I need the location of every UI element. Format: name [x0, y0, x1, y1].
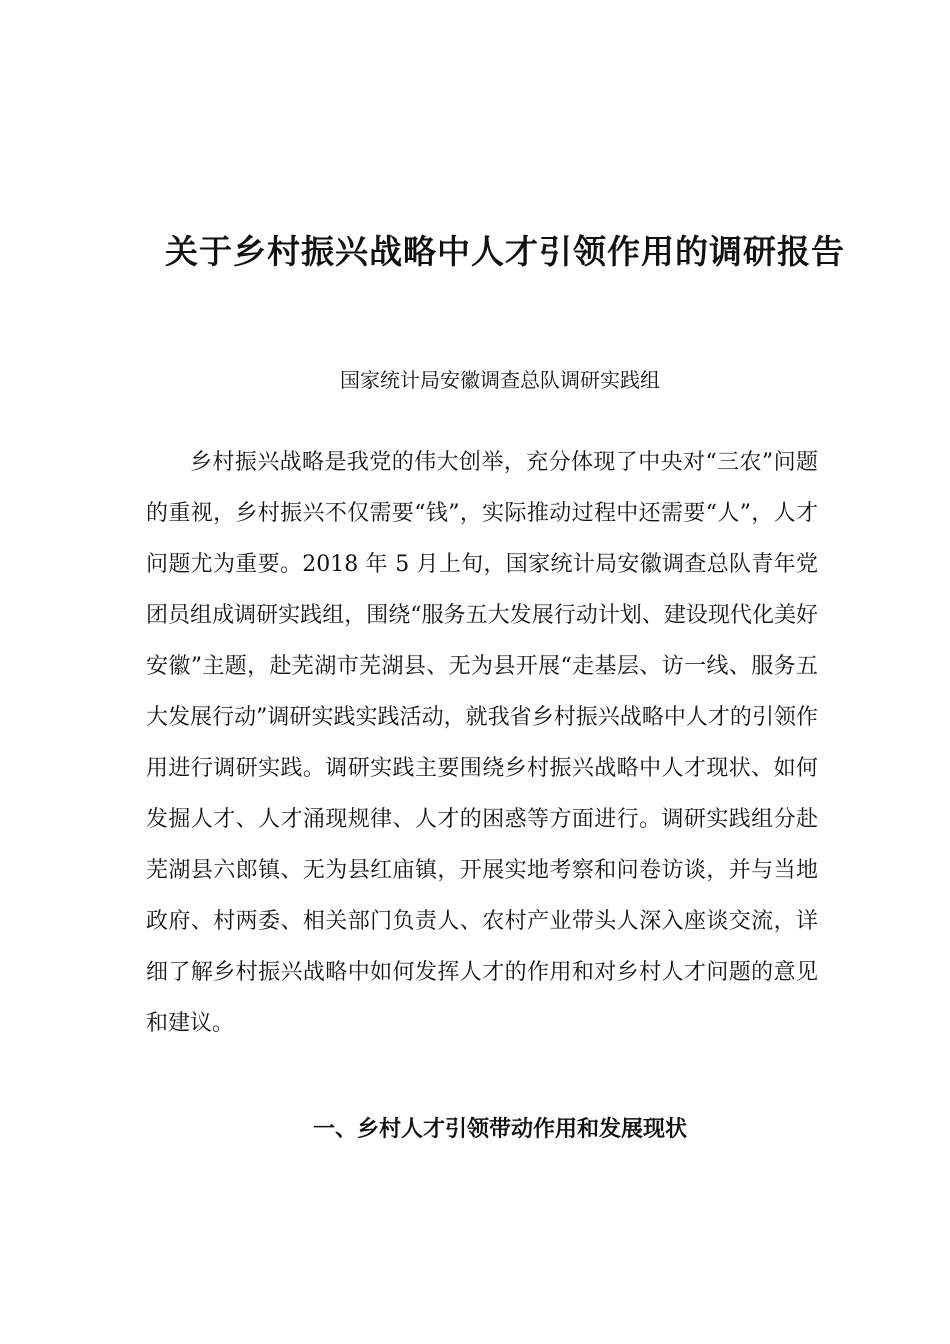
document-subtitle: 国家统计局安徽调查总队调研实践组: [340, 368, 660, 392]
intro-paragraph: 乡村振兴战略是我党的伟大创举，充分体现了中央对“三农”问题的重视，乡村振兴不仅需要“钱”，实际推动过程中还需要“人”，人才问题尤为重要。2018 年 5 月上旬，国家统计局安徽调查总队青年党团员组成调研实践组，围绕“服务五大发展行动计划、建设现代化美好安徽”主题，赴芜湖市芜湖县、无为县开展“走基层、访一线、服务五大发展行动”调研实践实践活动，就我省乡村振兴战略中人才的引领作用进行调研实践。调研实践主要围绕乡村振兴战略中人才现状、如何发掘人才、人才涌现规律、人才的困惑等方面进行。调研实践组分赴芜湖县六郎镇、无为县红庙镇，开展实地考察和问卷访谈，并与当地政府、村两委、相关部门负责人、农村产业带头人深入座谈交流，详细了解乡村振兴战略中如何发挥人才的作用和对乡村人才问题的意见和建议。: [146, 450, 818, 1036]
document-title: 关于乡村振兴战略中人才引领作用的调研报告: [165, 232, 845, 271]
section-heading: 一、乡村人才引领带动作用和发展现状: [312, 1117, 687, 1142]
